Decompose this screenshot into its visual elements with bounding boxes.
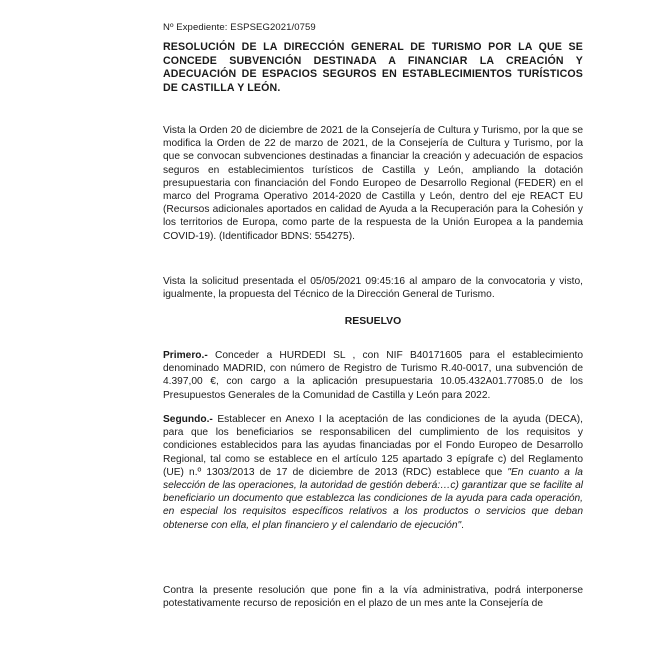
- primero-text: Conceder a HURDEDI SL , con NIF B40171605 para el establecimiento denominado MADRID, con número de Registro de Turismo R.40-0017, una subvención de 4.397,00 €, con cargo a la aplicación presupuestaria 10.05.432A01.77085.0 de los Presupuestos Generales de la Comunidad de Castilla y León para 2022.: [163, 350, 583, 401]
- segundo-text: Establecer en Anexo I la aceptación de las condiciones de la ayuda (DECA), para que los beneficiarios se responsabilicen del cumplimiento de los requisitos y condiciones establecidos para las ayudas financiadas por el Fondo Europeo de Desarrollo Regional, tal como se establece en el artículo 125 apartado 3 epígrafe c) del Reglamento (UE) n.º 1303/2013 de 17 de diciembre de 2013 (RDC) establece que: [163, 414, 583, 478]
- resuelvo-heading: RESUELVO: [344, 316, 402, 327]
- paragraph-primero: [163, 349, 583, 402]
- paragraph-vista-solicitud: Vista la solicitud presentada el 05/05/2021 09:45:16 al amparo de la convocatoria y visto, igualmente, la propuesta del Técnico de la Dirección General de Turismo.: [163, 276, 583, 301]
- segundo-label: Segundo.-: [163, 414, 213, 425]
- paragraph-segundo: [163, 413, 583, 532]
- paragraph-contra: Contra la presente resolución que pone fin a la vía administrativa, podrá interponerse potestativamente recurso de reposición en el plazo de un mes ante la Consejería de: [163, 585, 583, 610]
- segundo-quote: "En cuanto a la selección de las operaciones, la autoridad de gestión deberá:…c) garantizar que se facilite al beneficiario un documento que establezca las condiciones de la ayuda para cada operación, en especial los requisitos específicos relativos a los productos o servicios que deban obtenerse con ella, el plan financiero y el calendario de ejecución": [163, 466, 583, 531]
- expediente-number: Nº Expediente: ESPSEG2021/0759: [163, 22, 316, 33]
- paragraph-vista-orden: Vista la Orden 20 de diciembre de 2021 de la Consejería de Cultura y Turismo, por la que se modifica la Orden de 22 de marzo de 2021, de la Consejería de Cultura y Turismo, por la que se convocan subvenciones destinadas a financiar la creación y adecuación de espacios seguros en establecimientos turísticos de Castilla y León, ampliando la dotación presupuestaria con financiación del Fondo Europeo de Desarrollo Regional (FEDER) en el marco del Programa Operativo 2014-2020 de Castilla y León, dentro del eje REACT EU (Recursos adicionales aportados en calidad de Ayuda a la Recuperación para la Cohesión y los territorios de Europa, como parte de la respuesta de la Unión Europea a la pandemia COVID-19). (Identificador BDNS: 554275).: [163, 125, 583, 242]
- primero-label: Primero.-: [163, 350, 208, 361]
- resolution-title: RESOLUCIÓN DE LA DIRECCIÓN GENERAL DE TURISMO POR LA QUE SE CONCEDE SUBVENCIÓN DESTINADA A FINANCIAR LA CREACIÓN Y ADECUACIÓN DE ESPACIOS SEGUROS EN ESTABLECIMIENTOS TURÍSTICOS DE CASTILLA Y LEÓN.: [163, 41, 583, 94]
- segundo-end: .: [461, 519, 464, 531]
